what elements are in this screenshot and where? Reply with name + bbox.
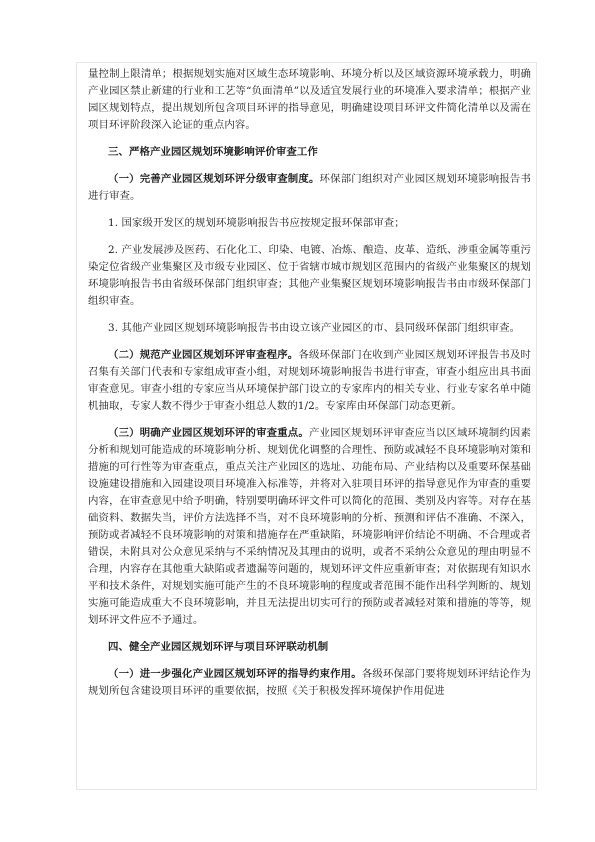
subheading-text: （二）规范产业园区规划环评审查程序。	[108, 349, 299, 361]
list-item-1	[88, 215, 531, 232]
list-item-2	[88, 242, 531, 310]
paragraph-text: 各级环保部门要将规划环评结论作为规划所包含建设项目环评的重要依据，按照《关于积极发挥环境保护作用促进	[88, 668, 531, 697]
paragraph-text: 各级环保部门在收到产业园区规划环评报告书及时召集有关部门代表和专家组成审查小组，对规划环境影响报告书进行审查，审查小组应出具书面审查意见。审查小组的专家应当从环境保护部门设立的专家库内的相关专业、行业专家名单中随机抽取，专家人数不得少于审查小组总人数的1/2。专家库由环保部门动态更新。	[88, 349, 531, 412]
heading-text: 三、严格产业园区规划环境影响评价审查工作	[108, 146, 318, 158]
paragraph-review-procedure	[88, 347, 531, 415]
section-heading-4	[88, 639, 531, 656]
subheading-text: （一）进一步强化产业园区规划环评的指导约束作用。	[108, 668, 362, 680]
heading-text: 四、健全产业园区规划环评与项目环评联动机制	[108, 641, 329, 653]
document-body	[88, 66, 531, 700]
subheading-text: （三）明确产业园区规划环评的审查重点。	[108, 427, 309, 439]
list-item-text: 3. 其他产业园区规划环境影响报告书由设立该产业园区的市、县同级环保部门组织审查。	[108, 322, 521, 334]
paragraph-review-system	[88, 171, 531, 205]
subheading-text: （一）完善产业园区规划环评分级审查制度。	[108, 173, 320, 185]
list-item-text: 1. 国家级开发区的规划环境影响报告书应按规定报环保部审查；	[108, 217, 405, 229]
list-item-text: 2. 产业发展涉及医药、石化化工、印染、电镀、冶炼、酿造、皮革、造纸、涉重金属等重污染定位省级产业集聚区及市级专业园区、位于省辖市城市规划区范围内的省级产业集聚区的规划环境影响报告书由省级环保部门组织审查；其他产业集聚区规划环境影响报告书由市级环保部门组织审查。	[88, 244, 531, 307]
paragraph-text: 量控制上限清单；根据规划实施对区域生态环境影响、环境分析以及区域资源环境承载力，明确产业园区禁止新建的行业和工艺等“负面清单”以及适宜发展行业的环境准入要求清单；根据产业园区规划特点，提出规划所包含项目环评的指导意见，明确建设项目环评文件简化清单以及需在项目环评阶段深入论证的重点内容。	[88, 68, 531, 131]
paragraph-linkage	[88, 666, 531, 700]
list-item-3	[88, 320, 531, 337]
paragraph-review-focus	[88, 425, 531, 629]
paragraph-text: 产业园区规划环评审查应当以区域环境制约因素分析和规划可能造成的环境影响分析、规划优化调整的合理性、预防或减轻不良环境影响对策和措施的可行性等为审查重点，重点关注产业园区的选址、功能布局、产业结构以及重要环保基础设施建设措施和入园建设项目环境准入标准等，并将对入驻项目环评的指导意见作为审查的重要内容，在审查意见中给予明确，特别要明确环评文件可以简化的范围、类别及内容等。对存在基础资料、数据失当，评价方法选择不当，对不良环境影响的分析、预测和评估不准确、不深入，预防或者减轻不良环境影响的对策和措施存在严重缺陷，环境影响评价结论不明确、不合理或者错误，未附具对公众意见采纳与不采纳情况及其理由的说明，或者不采纳公众意见的理由明显不合理，内容存在其他重大缺陷或者遗漏等问题的，规划环评文件应重新审查；对依据现有知识水平和技术条件，对规划实施可能产生的不良环境影响的程度或者范围不能作出科学判断的、规划实施可能造成重大不良环境影响，并且无法提出切实可行的预防或者减轻对策和措施的等等，规划环评文件应不予通过。	[88, 427, 531, 626]
paragraph-text: 环保部门组织对产业园区规划环境影响报告书进行审查。	[88, 173, 532, 202]
paragraph-continuation	[88, 66, 531, 134]
section-heading-3	[88, 144, 531, 161]
